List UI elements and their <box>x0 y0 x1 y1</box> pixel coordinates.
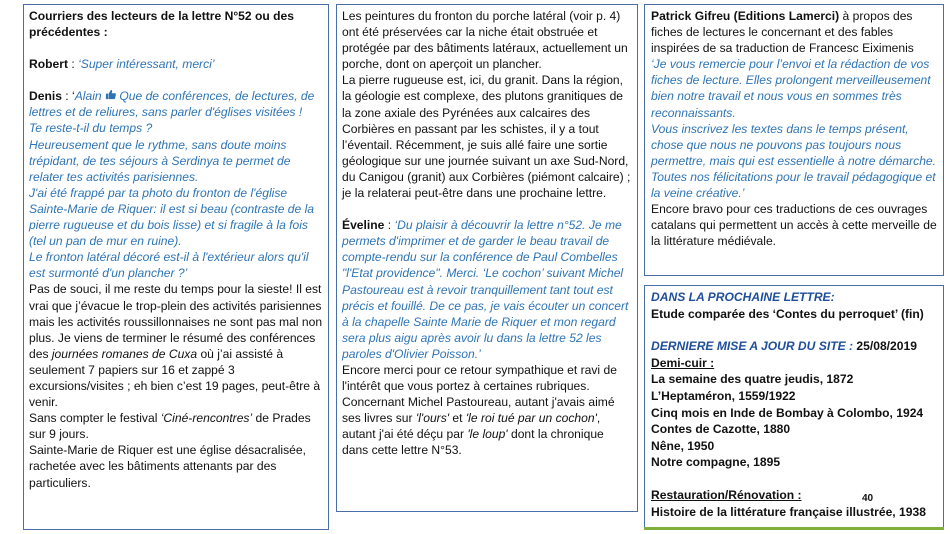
separator: : ‘ <box>61 89 75 104</box>
thumbs-up-icon <box>105 88 116 104</box>
book-title: 'le roi tué par un cochon' <box>465 411 597 426</box>
reply-paragraph-7: Encore bravo pour ces traductions de ces ouvrages catalans qui permettent un accès à cette merveille de la littérature médiévale. <box>651 202 937 249</box>
page-number: 40 <box>862 493 874 504</box>
denis-quote: Que de conférences, de lectures, de lettres et de reliures, sans parler d'églises visitées ! <box>29 89 315 120</box>
robert-quote: ‘Super intéressant, merci’ <box>78 57 215 72</box>
reply-text: Sans compter le festival <box>29 411 161 426</box>
separator: : <box>67 57 79 72</box>
reply-text: , autant j'ai été déçu par <box>342 411 601 442</box>
book-item: Contes de Cazotte, 1880 <box>651 422 791 437</box>
separator: : <box>384 218 395 233</box>
green-divider <box>644 527 944 530</box>
patrick-name: Patrick Gifreu (Editions Lamerci) <box>651 9 840 23</box>
patrick-comment <box>651 8 937 56</box>
reply-paragraph-4: Les peintures du fronton du porche latéral (voir p. 4) ont été préservées car la niche était obstruée et protégée par des bâtiments latéraux, actuellement un porche, dont on aperçoit un plancher. <box>342 9 628 72</box>
reply-paragraph-3: Sainte-Marie de Riquer est une église désacralisée, rachetée avec les bâtiments attenants par des particuliers. <box>29 443 306 490</box>
book-item: Notre compagne, 1895 <box>651 455 781 470</box>
patrick-quote-3: Toutes nos félicitations pour le travail pédagogique et la veine créative.’ <box>651 169 936 201</box>
section-title: Courriers des lecteurs de la lettre N°52 ou des précédentes : <box>29 9 294 40</box>
denis-quote-3: J'ai été frappé par ta photo du fronton de l'église Sainte-Marie de Riquer: il est si beau (contraste de la pierre rugueuse et du bois lisse) et si fragile à la fois (tel un pan de mur en ruine). <box>29 185 315 249</box>
update-date: 25/08/2019 <box>853 339 917 354</box>
reply-paragraph-5: La pierre rugueuse est, ici, du granit. Dans la région, la géologie est complexe, des plutons granitiques de la zone axiale des Pyrénées aux calcaires des Corbières en passant par les schistes, il y a tout l’éventail. Récemment, je suis allé faire une sortie géologique sur une journée suivant un axe Sud-Nord, du Canigou (granit) aux Corbières (piémont calcaire) ; je la relaterai peut-être dans une prochaine lettre. <box>342 73 631 201</box>
denis-quote-4: Le fronton latéral décoré est-il à l'extérieur alors qu'il est surmonté d'un plancher ?’ <box>29 250 309 281</box>
reply-paragraph-6 <box>342 362 632 459</box>
book-item: La semaine des quatre jeudis, 1872 <box>651 372 854 387</box>
reader-letters-column-1 <box>23 4 329 530</box>
next-letter-item: Etude comparée des ‘Contes du perroquet’ (fin) <box>651 306 924 321</box>
eveline-name: Éveline <box>342 218 385 233</box>
patrick-quote-1: ‘Je vous remercie pour l’envoi et la rédaction de vos fiches de lecture. Elles prolongent merveilleusement bien notre travail et nous vous en sommes très reconnaissants. <box>651 57 931 120</box>
update-title: DERNIERE MISE A JOUR DU SITE : <box>651 339 854 354</box>
next-letter-title: DANS LA PROCHAINE LETTRE: <box>651 290 835 304</box>
patrick-intro: à propos des fiches de lectures le concernant et des fables inspirées de sa traduction de Francesc Eiximenis <box>651 9 914 56</box>
book-title: 'l'ours' <box>415 411 450 426</box>
denis-name: Denis <box>29 89 62 104</box>
patrick-quote-2: Vous inscrivez les textes dans le temps présent, chose que nous ne pouvons pas toujours nous permettre, mais qui est essentielle à notre démarche. <box>651 121 937 168</box>
reply-text-end: dont la chronique dans cette lettre N°53. <box>342 427 604 458</box>
denis-quote-2: Heureusement que le rythme, sans doute moins trépidant, de tes séjours à Serdinya te permet de relater tes activités parisiennes. <box>29 137 291 184</box>
reply-italic: journées romanes de Cuxa <box>51 346 198 361</box>
reply-paragraph-1 <box>29 281 323 410</box>
reply-paragraph-2 <box>29 410 323 442</box>
denis-question: Te reste-t-il du temps ? <box>29 121 153 136</box>
robert-name: Robert <box>29 57 68 72</box>
reply-text-end: où j’ai assisté à seulement 7 papiers sur 16 et zappé 3 excursions/visites ; eh bien c’est 19 pages, peut-être à venir. <box>29 346 321 410</box>
book-item: L’Heptaméron, 1559/1922 <box>651 388 796 403</box>
restoration-title: Restauration/Rénovation : <box>651 487 802 502</box>
eveline-quote: ‘Du plaisir à découvrir la lettre n°52. Je me permets d'imprimer et de garder le beau travail de compte-rendu sur la conférence de Paul Combelles "l'Etat providence". Merci. ‘Le cochon’ suivant Michel Pastoureau est à revoir tranquillement tant tout est précis et fouillé. De ce pas, je vais écouter un concert à la chapelle Sainte Marie de Riquer et mon regard sera plus aigu après avoir lu dans la lettre 52 les paroles d'Olivier Poisson.’ <box>342 218 629 361</box>
restoration-item: Histoire de la littérature française illustrée, 1938 <box>651 504 926 519</box>
reply-text: Encore merci pour ce retour sympathique et ravi de l'intérêt que vous portez à certaines rubriques. Concernant Michel Pastoureau, autant j'avais aimé ses livres sur <box>342 362 617 426</box>
denis-alain: Alain <box>74 89 105 104</box>
news-box <box>644 285 944 529</box>
demi-cuir-title: Demi-cuir : <box>651 355 715 370</box>
book-title: 'le loup' <box>467 427 508 442</box>
reader-letters-column-2 <box>336 4 638 512</box>
book-item: Nêne, 1950 <box>651 438 715 453</box>
eveline-comment <box>342 217 632 362</box>
festival-name: ‘Ciné-rencontres’ <box>160 411 253 426</box>
reader-letters-column-3 <box>644 4 944 276</box>
book-item: Cinq mois en Inde de Bombay à Colombo, 1924 <box>651 405 924 420</box>
reply-text: et <box>449 411 466 426</box>
reply-text: Pas de souci, il me reste du temps pour la sieste! Il est vrai que j’évacue le trop-plein des activités parisiennes mais les activités roussillonnaises ne sont pas mal non plus. Je viens de terminer le résumé des conférences des <box>29 282 323 361</box>
update-line <box>651 338 937 355</box>
denis-comment <box>29 88 323 120</box>
reply-text-end: de Prades sur 9 jours. <box>29 411 311 442</box>
robert-comment <box>29 56 323 72</box>
